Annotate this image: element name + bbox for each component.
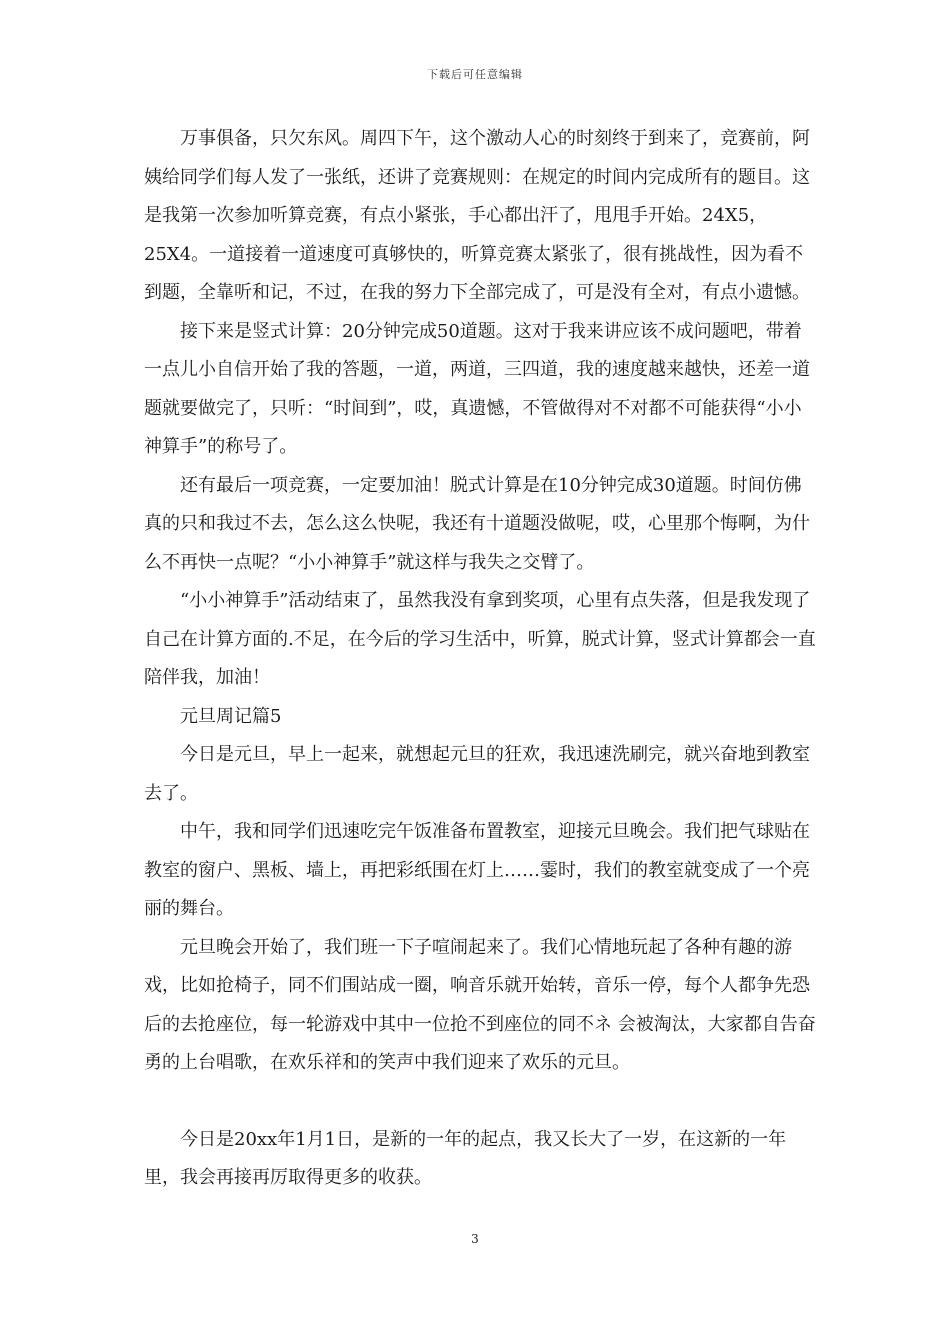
paragraph-vertical-calculation: 接下来是竖式计算：20分钟完成50道题。这对于我来讲应该不成问题吧，带着一点儿小自信开始了我的答题，一道，两道，三四道，我的速度越来越快，还差一道题就要做完了，只听：“时间到”，哎，真遗憾，不管做得对不对都不可能获得“小小神算手”的称号了。	[144, 320, 810, 457]
paragraph-new-year-resolution: 今日是20xx年1月1日，是新的一年的起点，我又长大了一岁，在这新的一年里，我会再接再厉取得更多的收获。	[144, 1128, 787, 1188]
paragraph-listening-contest: 万事俱备，只欠东风。周四下午，这个激动人心的时刻终于到来了，竞赛前，阿姨给同学们每人发了一张纸，还讲了竞赛规则：在规定的时间内完成所有的题目。这是我第一次参加听算竞赛，有点小紧张，手心都出汗了，甩甩手开始。24X5，25X4。一道接着一道速度可真够快的，听算竞赛太紧张了，很有挑战性，因为看不到题，全靠听和记，不过，在我的努力下全部完成了，可是没有全对，有点小遗憾。	[144, 128, 810, 303]
section-heading: 元旦周记篇5	[180, 705, 282, 727]
document-body	[144, 120, 816, 1198]
paragraph-new-year-morning: 今日是元旦，早上一起来，就想起元旦的狂欢，我迅速洗刷完，就兴奋地到教室去了。	[144, 744, 810, 804]
blank-line	[144, 1083, 816, 1121]
paragraph-activity-summary: “小小神算手”活动结束了，虽然我没有拿到奖项，心里有点失落，但是我发现了自己在计算方面的.不足，在今后的学习生活中，听算，脱式计算，竖式计算都会一直陪伴我，加油！	[144, 590, 816, 688]
page-header-note: 下载后可任意编辑	[427, 68, 523, 81]
page-number: 3	[471, 1232, 479, 1246]
paragraph-classroom-decoration: 中午，我和同学们迅速吃完午饭准备布置教室，迎接元旦晚会。我们把气球贴在教室的窗户、黑板、墙上，再把彩纸围在灯上……霎时，我们的教室就变成了一个亮丽的舞台。	[144, 821, 810, 919]
paragraph-stepwise-calculation: 还有最后一项竞赛，一定要加油！脱式计算是在10分钟完成30道题。时间仿佛真的只和我过不去，怎么这么快呢，我还有十道题没做呢，哎，心里那个悔啊，为什么不再快一点呢？“小小神算手”就这样与我失之交臂了。	[144, 474, 810, 573]
paragraph-party-games: 元旦晚会开始了，我们班一下子喧闹起来了。我们心情地玩起了各种有趣的游戏，比如抢椅子，同不们围站成一圈，响音乐就开始转，音乐一停，每个人都争先恐后的去抢座位，每一轮游戏中其中一位抢不到座位的同不ネ 会被淘汰，大家都自告奋勇的上台唱歌，在欢乐祥和的笑声中我们迎来了欢乐的元旦。	[144, 936, 816, 1073]
